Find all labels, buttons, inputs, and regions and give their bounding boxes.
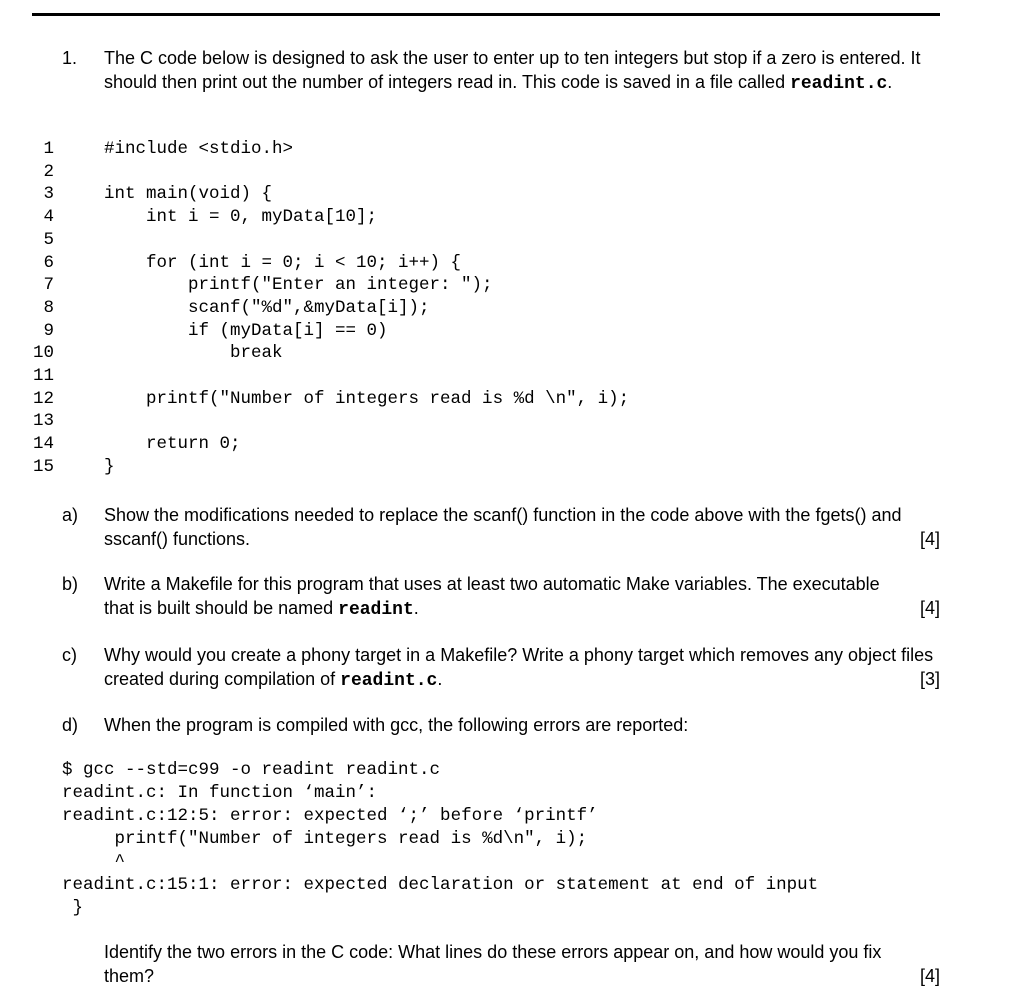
code-line: if (myData[i] == 0) [104,320,388,341]
line-number: 1 [43,139,54,159]
terminal-line: readint.c: In function ‘main’: [62,783,378,803]
line-number: 3 [43,184,54,205]
part-b-code: readint [338,600,414,620]
intro-end: . [887,72,893,92]
part-d-followup: Identify the two errors in the C code: What lines do these errors appear on, and how would you fix them? [104,942,882,986]
part-d-label: d) [62,715,79,735]
code-line: break [104,343,283,364]
intro-text: The C code below is designed to ask the user to enter up to ten integers but stop if a zero is entered. It should then print out the number of integers read in. This code is saved in a file called [104,48,921,92]
code-line: return 0; [104,434,241,455]
part-d-text: When the program is compiled with gcc, the following errors are reported: [104,715,689,735]
part-c-code: readint.c [340,671,438,691]
line-number: 12 [32,388,54,409]
code-line: int i = 0, myData[10]; [104,207,378,228]
terminal-line: printf("Number of integers read is %d\n", i); [62,829,588,849]
part-b-text [104,572,904,622]
code-line: } [104,456,115,477]
line-number: 9 [43,320,54,341]
line-number: 2 [43,161,54,182]
line-number: 15 [32,456,54,477]
terminal-line: ^ [62,852,126,872]
line-number: 4 [43,207,54,228]
part-c-label: c) [62,645,77,665]
top-rule [32,13,940,16]
code-line: printf("Enter an integer: "); [104,275,493,296]
part-b-label: b) [62,574,79,594]
terminal-line: readint.c:12:5: error: expected ‘;’ before ‘printf’ [62,806,598,826]
terminal-line: readint.c:15:1: error: expected declaration or statement at end of input [62,875,819,895]
line-number: 14 [32,434,54,455]
part-c-text-end: . [437,669,443,689]
part-b-marks: [4] [919,598,940,618]
code-line: int main(void) { [104,184,273,205]
question-number: 1. [62,48,78,68]
terminal-line: $ gcc --std=c99 -o readint readint.c [62,760,441,780]
part-a-label: a) [62,505,79,525]
line-number: 7 [43,275,54,296]
part-c-text-main: Why would you create a phony target in a Makefile? Write a phony target which removes any object files created during compilation of [104,645,934,689]
part-c-marks: [3] [919,669,940,689]
code-line: printf("Number of integers read is %d \n", i); [104,388,630,409]
line-number: 11 [32,366,54,386]
intro-filename: readint.c [790,74,888,94]
line-number: 13 [32,411,54,432]
part-d-marks: [4] [919,966,940,986]
line-number: 6 [43,252,54,273]
code-line: for (int i = 0; i < 10; i++) { [104,252,462,273]
question-intro [104,46,934,96]
part-a-marks: [4] [919,529,940,549]
part-b-text-end: . [413,598,419,618]
line-number: 5 [43,229,54,250]
part-c-text [104,643,934,693]
terminal-line: } [62,898,84,918]
code-line: scanf("%d",&myData[i]); [104,297,430,318]
part-b-text-main: Write a Makefile for this program that uses at least two automatic Make variables. The executable that is built should be named [104,574,880,618]
part-a-text: Show the modifications needed to replace the scanf() function in the code above with the fgets() and sscanf() functions. [104,505,902,549]
line-number: 10 [32,343,54,364]
code-line: #include <stdio.h> [104,139,294,159]
line-number: 8 [43,297,54,318]
